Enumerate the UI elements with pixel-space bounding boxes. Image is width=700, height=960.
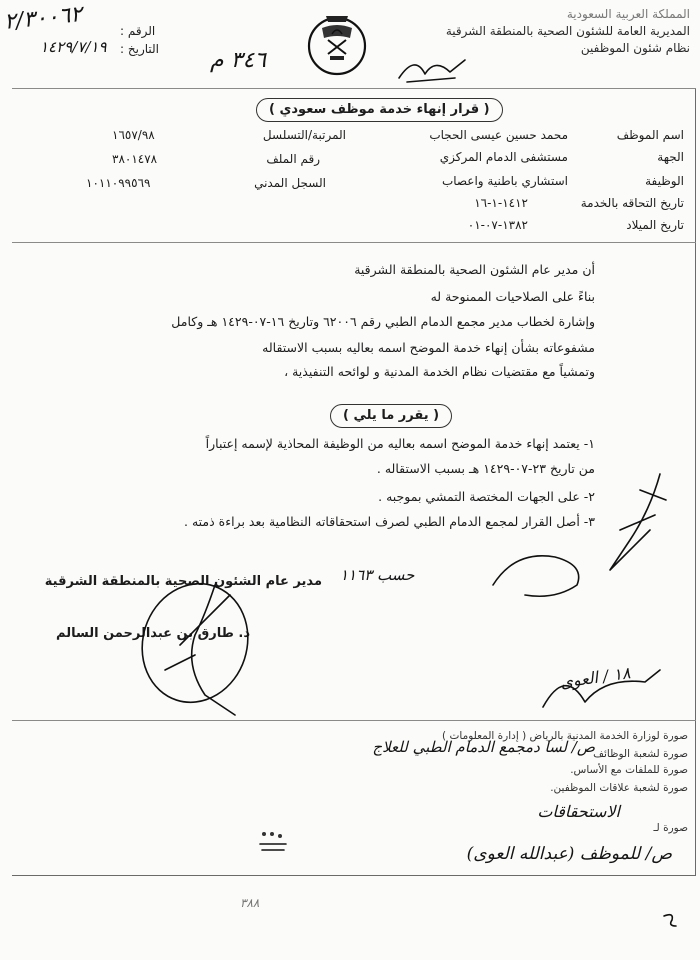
date-label: التاريخ :: [120, 42, 160, 56]
field-label-civil-record: السجل المدني: [254, 176, 326, 190]
director-signature: [135, 575, 265, 729]
emblem-logo: [302, 6, 372, 76]
document-title: ( قرار إنهاء خدمة موظف سعودي ): [256, 98, 503, 122]
signature-title: مدير عام الشئون الصحية بالمنطقة الشرقية: [44, 574, 322, 589]
field-label-job: الوظيفة: [645, 174, 684, 188]
handwritten-date: ١٤٢٩/٧/١٩: [40, 38, 107, 56]
org-line-1: المملكة العربية السعودية: [566, 7, 690, 21]
decision-line-2: من تاريخ ٢٣-٠٧-١٤٢٩ هـ بسبب الاستقاله .: [376, 461, 595, 476]
signature-handwritten-note: حسب ١١٦٣: [340, 566, 415, 584]
field-value-join-date: ١٤١٢-١-١٦: [474, 196, 528, 210]
decision-line-3: ٢- على الجهات المختصة التمشي بموجبه .: [378, 489, 595, 504]
copy-line-5: صورة لـ: [653, 822, 688, 834]
field-label-join-date: تاريخ التحاقه بالخدمة: [580, 196, 684, 210]
field-label-file-number: رقم الملف: [266, 152, 320, 166]
handwritten-number: ٢/٣٠٠٦٢: [2, 1, 84, 36]
field-value-file-number: ٣٨٠١٤٧٨: [112, 152, 158, 166]
copy-line-4: صورة لشعبة علاقات الموظفين.: [550, 782, 688, 794]
header-rule: [12, 88, 696, 89]
body-line-4: مشفوعاته بشأن إنهاء خدمة الموضح اسمه بعاليه بسبب الاستقاله: [262, 340, 595, 355]
org-line-3: نظام شئون الموظفين: [580, 41, 690, 55]
body-line-2: بناءً على الصلاحيات الممنوحة له: [430, 289, 595, 304]
field-value-birth-date: ١٣٨٢-٠٧-٠١: [467, 218, 528, 232]
number-label: الرقم :: [120, 24, 156, 38]
field-label-entity: الجهة: [657, 150, 684, 164]
copy-note-3: ص/ للموظف (عبدالله العوى): [466, 844, 672, 864]
field-value-grade: ١٦٥٧/٩٨: [112, 128, 155, 142]
middle-scribble: [485, 545, 595, 609]
copy-line-1: صورة لوزارة الخدمة المدنية بالرياض ( إدارة المعلومات ): [442, 730, 688, 742]
field-value-civil-record: ١٠١١٠٩٩٥٦٩: [86, 176, 151, 190]
decision-line-1: ١- يعتمد إنهاء خدمة الموضح اسمه بعاليه من الوظيفة المحاذية لإسمه إعتباراً: [205, 436, 595, 451]
top-scribble: [395, 48, 475, 92]
small-stamp-mark: [256, 828, 290, 858]
field-value-entity: مستشفى الدمام المركزي: [439, 150, 568, 164]
fields-rule: [12, 242, 696, 243]
field-label-birth-date: تاريخ الميلاد: [626, 218, 684, 232]
decision-line-4: ٣- أصل القرار لمجمع الدمام الطبي لصرف استحقاقاته النظامية بعد براءة ذمته .: [184, 514, 595, 529]
copy-note-1: ص/ لسا دمجمع الدمام الطبي للعلاج: [372, 738, 595, 756]
copies-rule: [12, 720, 696, 721]
stamp-number: ٣٤٦ م: [210, 48, 267, 73]
copy-line-2: صورة لشعبة الوظائف: [593, 748, 688, 760]
margin-signature: [600, 470, 670, 584]
field-value-job: استشاري باطنية واعصاب: [441, 174, 568, 188]
field-value-employee: محمد حسين عيسى الحجاب: [429, 128, 568, 142]
body-line-5: وتمشياً مع مقتضيات نظام الخدمة المدنية و لوائحه التنفيذية ،: [284, 364, 595, 379]
body-line-3: وإشارة لخطاب مدير مجمع الدمام الطبي رقم ٦٢٠٠٦ وتاريخ ١٦-٠٧-١٤٢٩ هـ وكامل: [171, 314, 595, 329]
org-line-2: المديرية العامة للشئون الصحية بالمنطقة الشرقية: [445, 24, 690, 38]
field-label-grade: المرتبة/التسلسل: [262, 128, 346, 142]
corner-mark: [660, 910, 680, 934]
field-label-employee: اسم الموظف: [616, 128, 684, 142]
org-header: [446, 6, 690, 57]
copy-note-2: الاستحقاقات: [537, 802, 620, 821]
initials-18: ١٨ / العوى: [559, 663, 632, 692]
initials-scribble: [535, 662, 665, 721]
bottom-mark: ٣٨٨: [240, 896, 260, 910]
signature-name: د. طارق بن عبدالرحمن السالم: [56, 626, 250, 641]
body-line-1: أن مدير عام الشئون الصحية بالمنطقة الشرقية: [354, 262, 595, 277]
copy-line-3: صورة للملفات مع الأساس.: [570, 764, 688, 776]
decision-title: ( يقرر ما يلي ): [330, 404, 452, 428]
